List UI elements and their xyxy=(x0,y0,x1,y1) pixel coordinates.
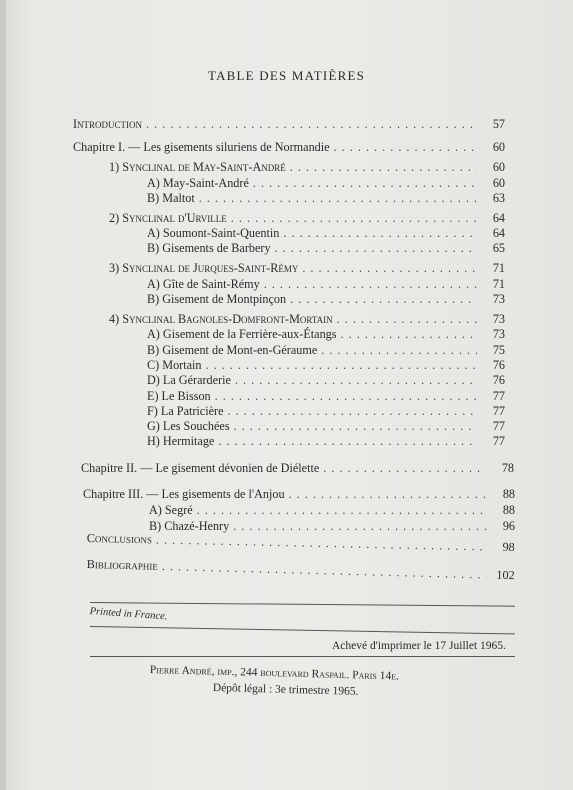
toc-label: A) Soumont-Saint-Quentin xyxy=(147,226,280,240)
toc-page: 60 xyxy=(492,140,505,154)
toc-label: H) Hermitage xyxy=(147,434,215,448)
toc-label: 1) Synclinal de May-Saint-André xyxy=(109,160,286,174)
toc-page: 77 xyxy=(492,389,505,403)
toc-label: A) Segré xyxy=(149,503,193,517)
toc-entry-bibliographie xyxy=(87,556,515,583)
toc-page: 73 xyxy=(492,312,505,326)
toc-label: Conclusions xyxy=(86,530,153,547)
toc-entry-subsection xyxy=(147,225,505,241)
toc-page: 76 xyxy=(492,373,505,387)
toc-label: 3) Synclinal de Jurques-Saint-Rémy xyxy=(109,261,299,275)
colophon-mid-rule xyxy=(90,626,515,634)
colophon-bottom-rule xyxy=(90,656,515,657)
toc-label: E) Le Bisson xyxy=(147,389,211,403)
toc-page: 73 xyxy=(492,292,505,306)
toc-entry-chapter-2 xyxy=(81,460,514,476)
toc-label: 4) Synclinal Bagnoles-Domfront-Mortain xyxy=(109,312,333,326)
toc-page: 71 xyxy=(492,277,505,291)
toc-page: 77 xyxy=(492,419,505,433)
toc-page: 98 xyxy=(502,539,515,554)
toc-entry-introduction xyxy=(73,116,505,132)
toc-page: 60 xyxy=(492,176,505,190)
toc-page: 73 xyxy=(492,327,505,341)
toc-entry-subsection xyxy=(147,433,505,449)
toc-entry-subsection xyxy=(147,291,505,307)
toc-entry-subsection xyxy=(147,276,505,292)
toc-label: Chapitre III. — Les gisements de l'Anjou xyxy=(83,487,285,501)
toc-entry-section xyxy=(109,210,505,226)
toc-label: A) Gîte de Saint-Rémy xyxy=(147,277,260,291)
page-gutter xyxy=(0,0,6,790)
toc-label: Introduction xyxy=(73,117,143,131)
toc-label: B) Gisements de Barbery xyxy=(147,241,271,255)
toc-entry-subsection xyxy=(149,502,515,518)
toc-label: B) Maltot xyxy=(147,191,195,205)
toc-label: A) Gisement de la Ferrière-aux-Étangs xyxy=(147,327,337,341)
toc-entry-subsection xyxy=(147,175,505,191)
toc-page: 57 xyxy=(492,117,505,131)
toc-page: 64 xyxy=(492,211,505,225)
toc-entry-subsection xyxy=(147,326,505,342)
toc-label: 2) Synclinal d'Urville xyxy=(109,211,227,225)
toc-label: A) May-Saint-André xyxy=(147,176,249,190)
toc-page: 76 xyxy=(492,358,505,372)
toc-entry-section xyxy=(109,159,505,175)
toc-page: 63 xyxy=(492,191,505,205)
toc-entry-subsection xyxy=(147,372,505,388)
toc-page: 77 xyxy=(492,434,505,448)
toc-label: Bibliographie xyxy=(86,556,159,573)
toc-entry-section xyxy=(109,260,505,276)
toc-label: D) La Gérarderie xyxy=(147,373,231,387)
achieve-imprimer: Achevé d'imprimer le 17 Juillet 1965. xyxy=(332,640,506,652)
toc-entry-subsection xyxy=(147,388,505,404)
toc-entry-subsection xyxy=(147,357,505,373)
toc-page: 64 xyxy=(492,226,505,240)
toc-page: 78 xyxy=(501,461,514,475)
printer-address: Pierre André, imp., 244 boulevard Raspail. Paris 14e. xyxy=(149,664,400,683)
toc-label: Chapitre I. — Les gisements siluriens de Normandie xyxy=(73,140,330,154)
toc-page: 88 xyxy=(502,487,515,501)
page-title: TABLE DES MATIÈRES xyxy=(207,68,366,83)
toc-label: C) Mortain xyxy=(147,358,202,372)
toc-label: Chapitre II. — Le gisement dévonien de Diélette xyxy=(81,461,320,475)
printed-in-france: Printed in France. xyxy=(89,606,168,623)
toc-page: 102 xyxy=(496,567,515,583)
toc-entry-chapter-3 xyxy=(83,486,515,502)
toc-label: G) Les Souchées xyxy=(147,419,230,433)
toc-label: B) Gisement de Montpinçon xyxy=(147,292,287,306)
toc-label: F) La Patricière xyxy=(147,404,224,418)
toc-entry-subsection xyxy=(147,403,505,419)
toc-page: 96 xyxy=(502,519,515,533)
toc-page: 88 xyxy=(502,503,515,517)
toc-page: 65 xyxy=(492,241,505,255)
toc-label: B) Chazé-Henry xyxy=(149,519,230,533)
toc-entry-subsection xyxy=(147,240,505,256)
toc-label: B) Gisement de Mont-en-Géraume xyxy=(147,343,318,357)
toc-entry-subsection xyxy=(147,190,505,206)
colophon-top-rule xyxy=(90,602,515,607)
toc-entry-subsection xyxy=(147,418,505,434)
toc-page: 60 xyxy=(492,160,505,174)
toc-entry-chapter-1 xyxy=(73,139,505,155)
toc-page: 75 xyxy=(492,343,505,357)
toc-page: 71 xyxy=(492,261,505,275)
toc-entry-subsection xyxy=(147,342,505,358)
depot-legal: Dépôt légal : 3e trimestre 1965. xyxy=(212,682,359,698)
toc-entry-section xyxy=(109,311,505,327)
toc-page: 77 xyxy=(492,404,505,418)
